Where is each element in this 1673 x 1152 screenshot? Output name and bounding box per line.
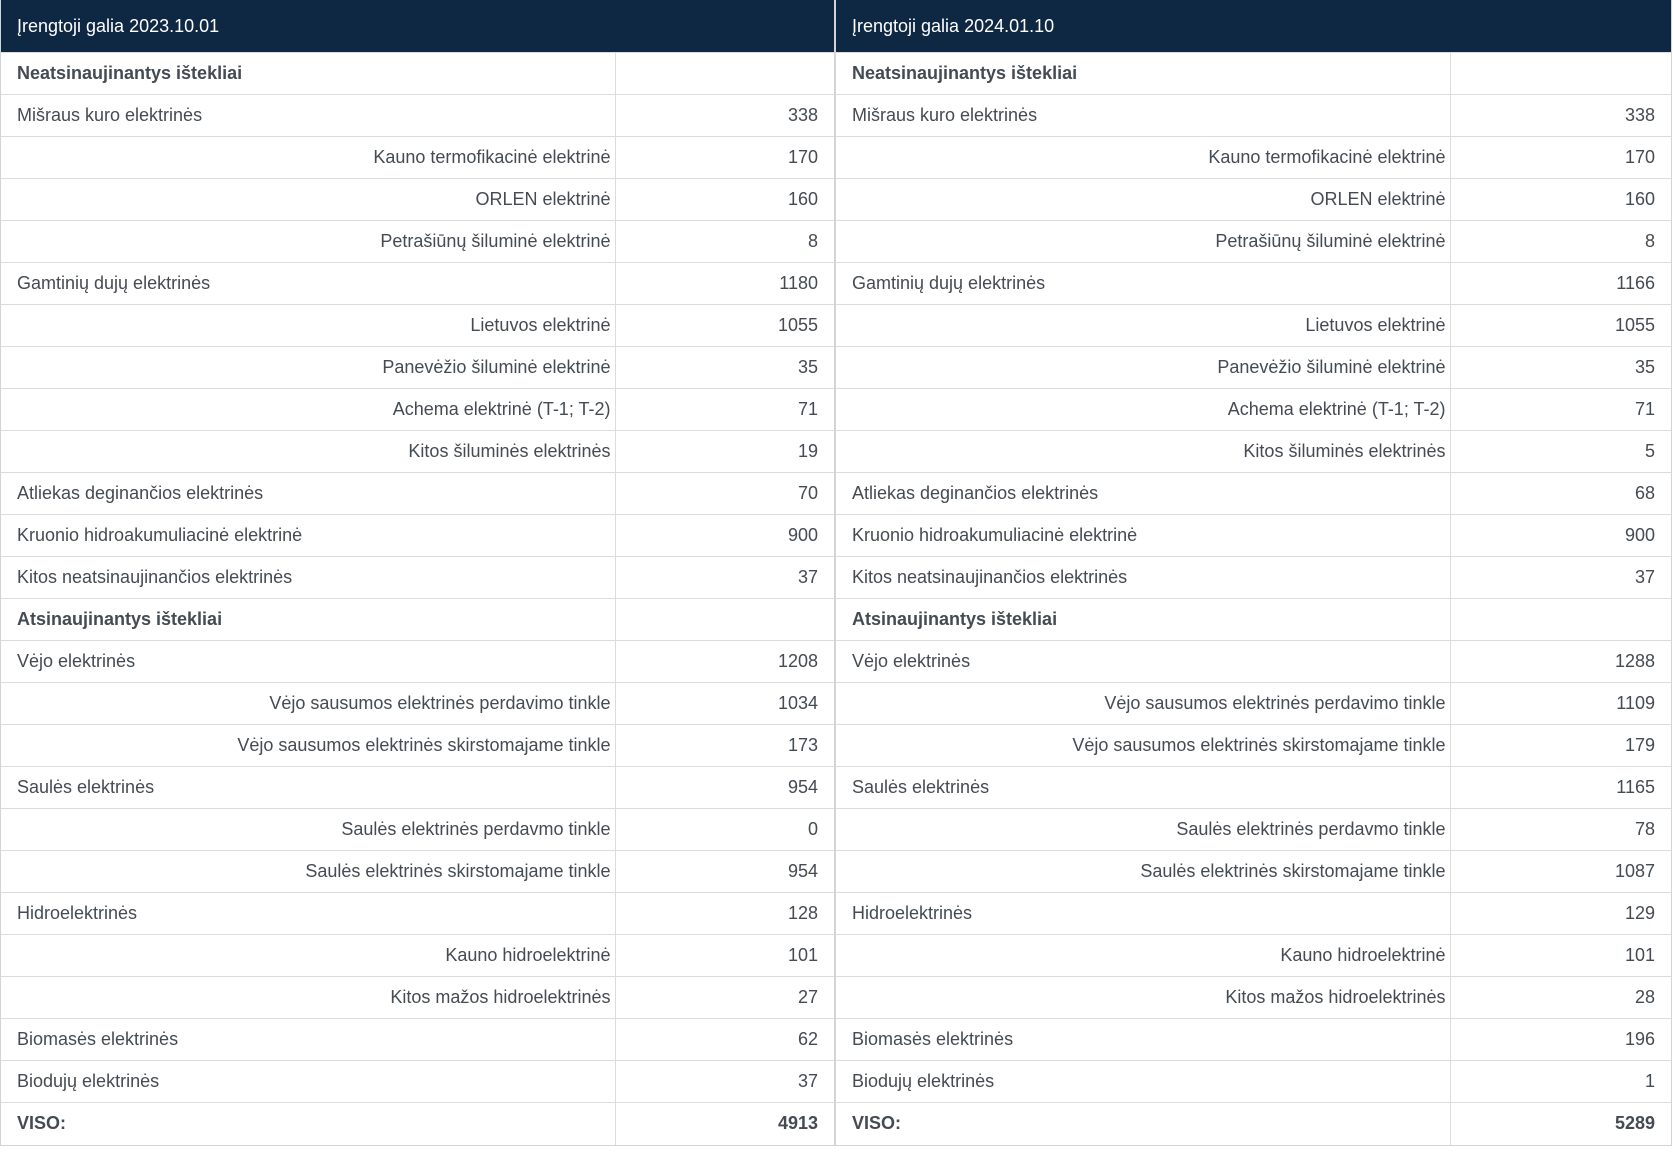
row-value: 5: [1450, 431, 1671, 473]
row-label: Atliekas deginančios elektrinės: [1, 473, 615, 515]
table-row: [1, 809, 834, 851]
row-label: Saulės elektrinės perdavmo tinkle: [1, 809, 615, 851]
row-value: [1450, 599, 1671, 641]
row-label: Panevėžio šiluminė elektrinė: [836, 347, 1450, 389]
row-label: Kauno termofikacinė elektrinė: [1, 137, 615, 179]
table-row: [1, 347, 834, 389]
row-value: 101: [615, 935, 834, 977]
table-row: [1, 725, 834, 767]
row-value: 8: [1450, 221, 1671, 263]
row-value: [1450, 53, 1671, 95]
table-row: [1, 683, 834, 725]
row-label: Kitos neatsinaujinančios elektrinės: [1, 557, 615, 599]
row-label: Mišraus kuro elektrinės: [836, 95, 1450, 137]
row-value: 1055: [1450, 305, 1671, 347]
row-label: Petrašiūnų šiluminė elektrinė: [1, 221, 615, 263]
table-row: [836, 557, 1671, 599]
row-label: Saulės elektrinės skirstomajame tinkle: [836, 851, 1450, 893]
capacity-table-body: [1, 52, 834, 1145]
row-value: 101: [1450, 935, 1671, 977]
table-row: [1, 95, 834, 137]
table-row: [1, 977, 834, 1019]
row-label: Gamtinių dujų elektrinės: [1, 263, 615, 305]
row-label: Panevėžio šiluminė elektrinė: [1, 347, 615, 389]
section-row: [836, 599, 1671, 641]
table-row: [836, 95, 1671, 137]
row-label: Vėjo sausumos elektrinės perdavimo tinkle: [1, 683, 615, 725]
table-row: [836, 851, 1671, 893]
row-value: 37: [1450, 557, 1671, 599]
table-row: [836, 389, 1671, 431]
row-value: 4913: [615, 1103, 834, 1145]
row-label: Achema elektrinė (T-1; T-2): [836, 389, 1450, 431]
row-value: [615, 599, 834, 641]
row-value: 338: [615, 95, 834, 137]
row-label: Kitos mažos hidroelektrinės: [836, 977, 1450, 1019]
row-value: 5289: [1450, 1103, 1671, 1145]
row-label: Atliekas deginančios elektrinės: [836, 473, 1450, 515]
table-row: [1, 515, 834, 557]
row-value: 78: [1450, 809, 1671, 851]
total-row: [836, 1103, 1671, 1145]
row-label: Mišraus kuro elektrinės: [1, 95, 615, 137]
row-value: 900: [1450, 515, 1671, 557]
capacity-table-2023: [0, 0, 835, 1146]
row-label: Achema elektrinė (T-1; T-2): [1, 389, 615, 431]
row-label: VISO:: [836, 1103, 1450, 1145]
row-value: 1034: [615, 683, 834, 725]
row-label: Saulės elektrinės perdavmo tinkle: [836, 809, 1450, 851]
row-label: Kauno termofikacinė elektrinė: [836, 137, 1450, 179]
table-row: [836, 347, 1671, 389]
row-value: 27: [615, 977, 834, 1019]
row-label: Kauno hidroelektrinė: [836, 935, 1450, 977]
row-label: Kitos mažos hidroelektrinės: [1, 977, 615, 1019]
row-value: 1109: [1450, 683, 1671, 725]
row-value: 68: [1450, 473, 1671, 515]
table-row: [836, 809, 1671, 851]
table-row: [1, 557, 834, 599]
table-row: [1, 389, 834, 431]
table-title: Įrengtoji galia 2023.10.01: [1, 0, 834, 52]
row-label: Vėjo sausumos elektrinės skirstomajame tinkle: [1, 725, 615, 767]
row-label: Kitos šiluminės elektrinės: [836, 431, 1450, 473]
row-value: 1208: [615, 641, 834, 683]
row-label: Lietuvos elektrinė: [1, 305, 615, 347]
table-row: [836, 263, 1671, 305]
row-value: 28: [1450, 977, 1671, 1019]
row-label: Biomasės elektrinės: [836, 1019, 1450, 1061]
section-row: [836, 53, 1671, 95]
row-value: 19: [615, 431, 834, 473]
row-value: 71: [1450, 389, 1671, 431]
row-value: 128: [615, 893, 834, 935]
row-value: 70: [615, 473, 834, 515]
table-row: [836, 935, 1671, 977]
row-value: 35: [615, 347, 834, 389]
table-row: [836, 221, 1671, 263]
table-row: [1, 893, 834, 935]
row-label: Kruonio hidroakumuliacinė elektrinė: [836, 515, 1450, 557]
row-label: Saulės elektrinės: [836, 767, 1450, 809]
row-label: Petrašiūnų šiluminė elektrinė: [836, 221, 1450, 263]
row-label: ORLEN elektrinė: [836, 179, 1450, 221]
row-value: 954: [615, 767, 834, 809]
row-value: 954: [615, 851, 834, 893]
table-row: [1, 137, 834, 179]
table-row: [1, 1019, 834, 1061]
row-label: VISO:: [1, 1103, 615, 1145]
row-label: ORLEN elektrinė: [1, 179, 615, 221]
row-label: Vėjo sausumos elektrinės perdavimo tinkle: [836, 683, 1450, 725]
row-label: Atsinaujinantys ištekliai: [1, 599, 615, 641]
table-title: Įrengtoji galia 2024.01.10: [836, 0, 1671, 52]
row-label: Kauno hidroelektrinė: [1, 935, 615, 977]
row-value: 1087: [1450, 851, 1671, 893]
table-row: [1, 767, 834, 809]
row-value: 1: [1450, 1061, 1671, 1103]
row-value: 170: [1450, 137, 1671, 179]
table-row: [836, 1061, 1671, 1103]
total-row: [1, 1103, 834, 1145]
table-row: [1, 221, 834, 263]
table-row: [836, 641, 1671, 683]
table-row: [1, 1061, 834, 1103]
row-label: Kitos neatsinaujinančios elektrinės: [836, 557, 1450, 599]
row-value: 1055: [615, 305, 834, 347]
row-label: Hidroelektrinės: [1, 893, 615, 935]
row-label: Kruonio hidroakumuliacinė elektrinė: [1, 515, 615, 557]
table-row: [1, 473, 834, 515]
row-label: Biodujų elektrinės: [836, 1061, 1450, 1103]
row-label: Hidroelektrinės: [836, 893, 1450, 935]
section-row: [1, 599, 834, 641]
section-row: [1, 53, 834, 95]
row-label: Vėjo sausumos elektrinės skirstomajame tinkle: [836, 725, 1450, 767]
row-value: 1166: [1450, 263, 1671, 305]
table-row: [836, 725, 1671, 767]
row-label: Neatsinaujinantys ištekliai: [1, 53, 615, 95]
table-row: [836, 767, 1671, 809]
row-label: Kitos šiluminės elektrinės: [1, 431, 615, 473]
row-value: 900: [615, 515, 834, 557]
table-row: [836, 137, 1671, 179]
row-value: 160: [1450, 179, 1671, 221]
row-label: Saulės elektrinės: [1, 767, 615, 809]
table-row: [1, 179, 834, 221]
table-row: [1, 935, 834, 977]
row-value: 160: [615, 179, 834, 221]
row-value: 173: [615, 725, 834, 767]
table-row: [836, 683, 1671, 725]
row-label: Neatsinaujinantys ištekliai: [836, 53, 1450, 95]
table-row: [836, 515, 1671, 557]
row-value: 1180: [615, 263, 834, 305]
row-label: Atsinaujinantys ištekliai: [836, 599, 1450, 641]
table-row: [836, 179, 1671, 221]
row-label: Gamtinių dujų elektrinės: [836, 263, 1450, 305]
table-row: [1, 641, 834, 683]
row-value: 71: [615, 389, 834, 431]
row-value: 0: [615, 809, 834, 851]
table-row: [1, 263, 834, 305]
row-value: 62: [615, 1019, 834, 1061]
row-value: 179: [1450, 725, 1671, 767]
table-row: [1, 431, 834, 473]
table-row: [836, 893, 1671, 935]
table-row: [836, 977, 1671, 1019]
table-row: [1, 305, 834, 347]
row-value: 170: [615, 137, 834, 179]
row-label: Lietuvos elektrinė: [836, 305, 1450, 347]
row-label: Vėjo elektrinės: [1, 641, 615, 683]
capacity-table-body: [836, 52, 1671, 1145]
row-value: 35: [1450, 347, 1671, 389]
row-value: 1288: [1450, 641, 1671, 683]
table-row: [836, 305, 1671, 347]
row-value: 338: [1450, 95, 1671, 137]
table-row: [836, 473, 1671, 515]
row-value: [615, 53, 834, 95]
row-label: Saulės elektrinės skirstomajame tinkle: [1, 851, 615, 893]
row-value: 8: [615, 221, 834, 263]
row-label: Biomasės elektrinės: [1, 1019, 615, 1061]
row-label: Biodujų elektrinės: [1, 1061, 615, 1103]
table-row: [836, 1019, 1671, 1061]
row-value: 37: [615, 557, 834, 599]
row-value: 129: [1450, 893, 1671, 935]
capacity-table-2024: [835, 0, 1672, 1146]
table-row: [836, 431, 1671, 473]
row-value: 37: [615, 1061, 834, 1103]
row-value: 1165: [1450, 767, 1671, 809]
row-value: 196: [1450, 1019, 1671, 1061]
table-row: [1, 851, 834, 893]
row-label: Vėjo elektrinės: [836, 641, 1450, 683]
